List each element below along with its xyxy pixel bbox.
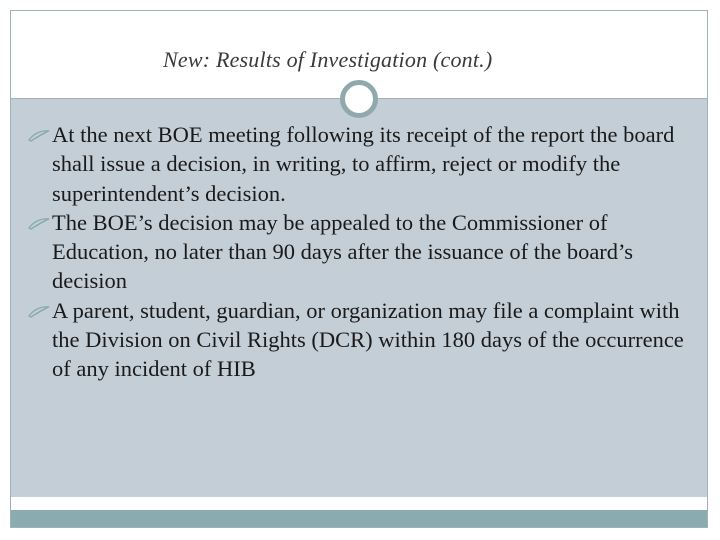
slide-title: New: Results of Investigation (cont.) (163, 47, 493, 72)
circle-divider-icon (340, 80, 378, 118)
footer-bar (11, 510, 707, 527)
feather-bullet-icon (28, 217, 50, 231)
bullet-text: The BOE’s decision may be appealed to the Commissioner of Education, no later than 90 days after the issuance of the board’s decision (52, 209, 634, 294)
bullet-item (32, 208, 704, 296)
bullet-item (32, 296, 704, 384)
feather-bullet-icon (28, 129, 50, 143)
feather-bullet-icon (28, 305, 50, 319)
bullet-text: A parent, student, guardian, or organization may file a complaint with the Division on Civil Rights (DCR) within 180 days of the occurrence of any incident of HIB (52, 297, 684, 382)
bullet-list (32, 120, 704, 384)
bullet-text: At the next BOE meeting following its receipt of the report the board shall issue a decision, in writing, to affirm, reject or modify the superintendent’s decision. (52, 122, 675, 206)
bullet-item (32, 120, 704, 208)
